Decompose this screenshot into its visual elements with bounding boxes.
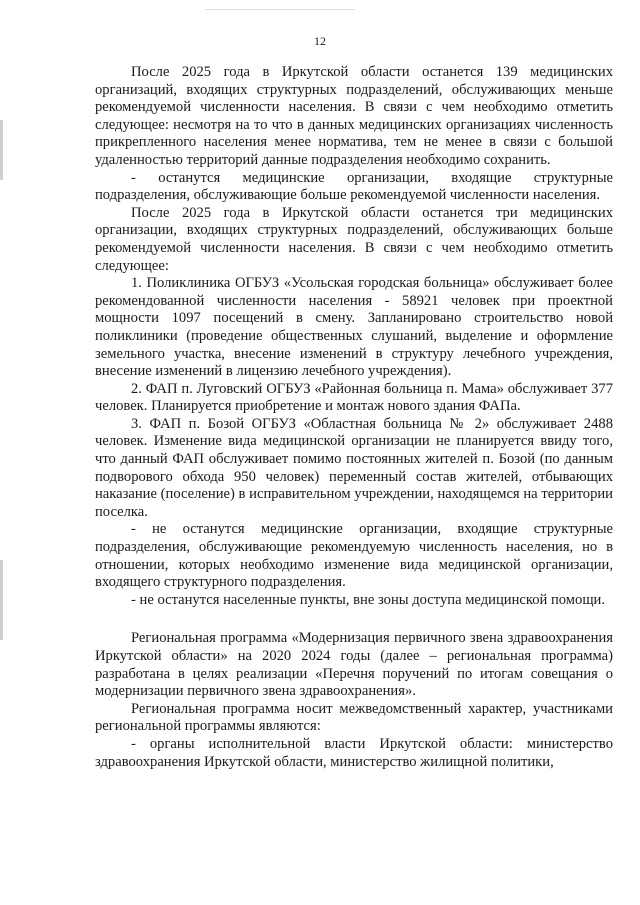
paragraph: - не останутся медицинские организации, входящие структурные подразделения, обслуживающие рекомендуемую численность населения, но в отношении, которых необходимо изменение вида медицинской организации, входящего структурного подразделения. (95, 521, 613, 591)
paragraph: - не останутся населенные пункты, вне зоны доступа медицинской помощи. (131, 591, 606, 608)
paragraph: 2. ФАП п. Луговский ОГБУЗ «Районная больница п. Мама» обслуживает 377 человек. Планируется приобретение и монтаж нового здания ФАПа. (95, 380, 613, 415)
scan-artifact (0, 560, 3, 640)
paragraph: После 2025 года в Иркутской области останется три медицинских организации, входящих структурных подразделений, обслуживающих больше рекомендуемой численности населения. В связи с чем необходимо отметить следующее: (95, 204, 613, 274)
paragraph: - останутся медицинские организации, входящие структурные подразделения, обслуживающие больше рекомендуемой численности населения. (95, 169, 613, 204)
paragraph-gap (95, 609, 613, 630)
document-body (95, 64, 613, 771)
paragraph: После 2025 года в Иркутской области останется 139 медицинских организаций, входящих структурных подразделений, обслуживающих меньше рекомендуемой численности населения. В связи с чем необходимо отметить следующее: несмотря на то что в данных медицинских организациях численность прикрепленного населения менее норматива, тем не менее в связи с большой удаленностью территорий данные подразделения необходимо сохранить. (95, 64, 613, 168)
paragraph: 3. ФАП п. Бозой ОГБУЗ «Областная больница № 2» обслуживает 2488 человек. Изменение вида медицинской организации не планируется ввиду того, что данный ФАП обслуживает помимо постоянных жителей п. Бозой (по данным подворового обхода 950 человек) переменный состав жителей, отбывающих наказание (поселение) в исправительном учреждении, находящемся на территории поселка. (95, 415, 613, 520)
paragraph: 1. Поликлиника ОГБУЗ «Усольская городская больница» обслуживает более рекомендованной численности населения - 58921 человек при проектной мощности 1097 посещений в смену. Запланировано строительство новой поликлиники (проведение общественных слушаний, выделение и оформление земельного участка, внесение изменений в структуру лечебного учреждения, внесение изменений в лицензию лечебного учреждения). (95, 275, 613, 380)
page-number: 12 (314, 34, 326, 48)
paragraph: - органы исполнительной власти Иркутской области: министерство здравоохранения Иркутской области, министерство жилищной политики, (95, 735, 613, 770)
scan-artifact (205, 9, 355, 10)
paragraph: Региональная программа «Модернизация первичного звена здравоохранения Иркутской области» на 2020 2024 годы (далее – региональная программа) разработана в целях реализации «Перечня поручений по итогам совещания о модернизации первичного звена здравоохранения». (95, 630, 613, 700)
scan-artifact (0, 120, 3, 180)
paragraph: Региональная программа носит межведомственный характер, участниками региональной программы являются: (95, 700, 613, 735)
